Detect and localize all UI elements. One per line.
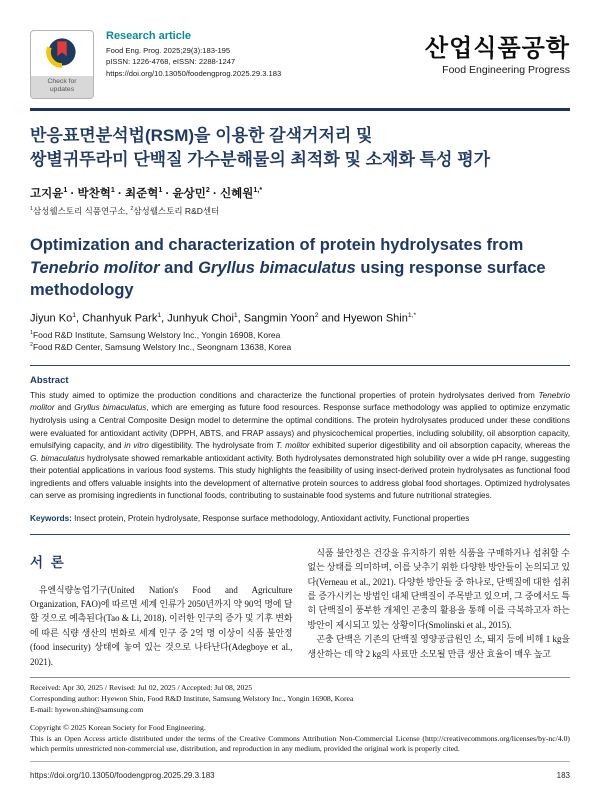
journal-citation: Food Eng. Prog. 2025;29(3):183-195 [106,46,231,55]
keywords-label: Keywords: [30,513,72,523]
intro-paragraph-1: 유엔식량농업기구(United Nation's Food and Agriculture Organization, FAO)에 따르면 세계 인류가 2050년까지 약 90억 명에 달할 것으로 예측된다(Tao & Li, 2018). 이러한 인구의 증가 및 기후 변화에 따른 식량 생산의 변화로 세계 인구 중 2억 명 이상이 식품 불안정(food insecurity) 상태에 놓여 있는 것으로 나타난다(Adegboye et al., 2021). [30,584,293,667]
korean-affiliations: $^1$삼성웰스토리 식품연구소, $^2$삼성웰스토리 R&D센터 [30,206,220,217]
footnote-divider [30,677,570,678]
received-dates: Received: Apr 30, 2025 / Revised: Jul 02, 2025 / Accepted: Jul 08, 2025 [30,682,253,692]
species-name-italic: Tenebrio molitor [30,258,160,277]
article-type-label: Research article [106,30,191,42]
intro-paragraph-2: 식품 불안정은 건강을 유지하기 위한 식품을 구매하거나 섭취할 수 없는 상태를 의미하며, 이를 낮추기 위한 다양한 방안들이 논의되고 있다(Verneau et al., 2021). 다양한 방안들 중 하나로, 단백질에 대한 섭취를 증가시키는 방법인 대체 단백질이 주목받고 있으며, 그 중에서도 특히 단백질이 풍부한 개체인 곤충의 활용을 통해 이를 극복하고자 하는 방안이 제시되고 있는 상황이다(Smolinski et al., 2015). [307,547,570,630]
body-columns [30,546,570,673]
doi-link[interactable]: https://doi.org/10.13050/foodengprog.2025.29.3.183 [106,68,282,78]
crossmark-logo-icon [31,31,93,76]
license-text: This is an Open Access article distributed under the terms of the Creative Commons Attribution Non-Commercial License (http://creativecommons.org/licenses/by-nc/4.0) which permits unrestricted non-commercial use, distribution, and reproduction in any medium, provided the original work is properly cited. [30,733,570,754]
abstract-bottom-divider [30,534,570,535]
left-column [30,546,293,673]
corresponding-author: Corresponding author: Hyewon Shin, Food R&D Institute, Samsung Welstory Inc., Yongin 16908, Korea [30,693,354,703]
abstract-top-divider [30,365,570,366]
keywords-line [30,514,570,523]
page-footer [30,761,570,780]
keywords-list: Insect protein, Protein hydrolysate, Response surface methodology, Antioxidant activity, Functional properties [71,513,470,523]
journal-name-english: Food Engineering Progress [442,64,570,77]
footer-divider [30,761,570,762]
korean-title-line2: 쌍별귀뚜라미 단백질 가수분해물의 최적화 및 소재화 특성 평가 [30,150,491,170]
page-number: 183 [556,771,570,780]
crossmark-check-for-updates-badge[interactable] [30,30,94,99]
journal-name-korean: 산업식품공학 [424,35,570,62]
right-column [308,546,571,673]
copyright-line: Copyright © 2025 Korean Society for Food Engineering. [30,722,206,732]
page-header [30,30,570,99]
email-link[interactable]: E-mail: hyewon.shin@samsung.com [30,704,144,714]
article-footnote [30,683,570,756]
intro-paragraph-3: 곤충 단백은 기존의 단백질 영양공급원인 소, 돼지 등에 비해 1 kg을 생산하는 데 약 2 kg의 사료만 소모될 만큼 생산 효율이 매우 높고 [307,634,570,659]
english-affiliations: $^1$Food R&D Institute, Samsung Welstory Inc., Yongin 16908, Korea $^2$Food R&D Center, Samsung Welstory Inc., Seongnam 13638, Korea [30,330,292,352]
english-title: Optimization and characterization of protein hydrolysates from Tenebrio molitor and Gryllus bimaculatus using response surface methodology [30,236,546,299]
crossmark-label: Check for updates [31,76,93,98]
abstract-text: This study aimed to optimize the production conditions and characterize the functional properties of protein hydrolysates derived from Tenebrio molitor and Gryllus bimaculatus, which are emerging as future food resources. Response surface methodology was applied to optimize enzymatic hydrolysis using a Central Composite Design model to determine the optimal conditions. The protein hydrolysates produced under these conditions were evaluated for antioxidant activity (DPPH, ABTS, and FRAP assays) and physicochemical properties, including solubility, oil absorption capacity, emulsifying capacity, and in vitro digestibility. The hydrolysate from T. molitor exhibited superior digestibility and oil absorption capacity, whereas the G. bimaculatus hydrolysate showed remarkable antioxidant activity. Both hydrolysates demonstrated high solubility over a wide pH range, suggesting their potential applications in various food systems. This study highlights the feasibility of using insect-derived protein hydrolysates as functional food ingredients and offers valuable insights into the development of alternative protein sources to address global food shortages. Optimized hydrolysates can serve as promising ingredients in functional foods, contributing to sustainable food systems and future nutritional strategies. [30,390,571,501]
korean-title-line1: 반응표면분석법(RSM)을 이용한 갈색거저리 및 [30,125,373,145]
korean-authors: 고지윤$^1$ · 박찬혁$^1$ · 최준혁$^1$ · 윤상민$^2$ · 신혜원$^{1,*}$ [30,186,263,201]
introduction-heading: 서 론 [30,554,66,570]
abstract-heading: Abstract [30,374,69,386]
header-divider [30,108,570,111]
issn-line: pISSN: 1226-4768, eISSN: 2288-1247 [106,57,236,67]
species-name-italic: Gryllus bimaculatus [198,258,356,277]
journal-brand [425,36,570,76]
korean-title [30,124,570,172]
english-authors: Jiyun Ko$^1$, Chanhyuk Park$^1$, Junhyuk Choi$^1$, Sangmin Yoon$^2$ and Hyewon Shin$^{1,*}$ [30,312,417,326]
footer-doi-link[interactable]: https://doi.org/10.13050/foodengprog.2025.29.3.183 [30,771,215,780]
